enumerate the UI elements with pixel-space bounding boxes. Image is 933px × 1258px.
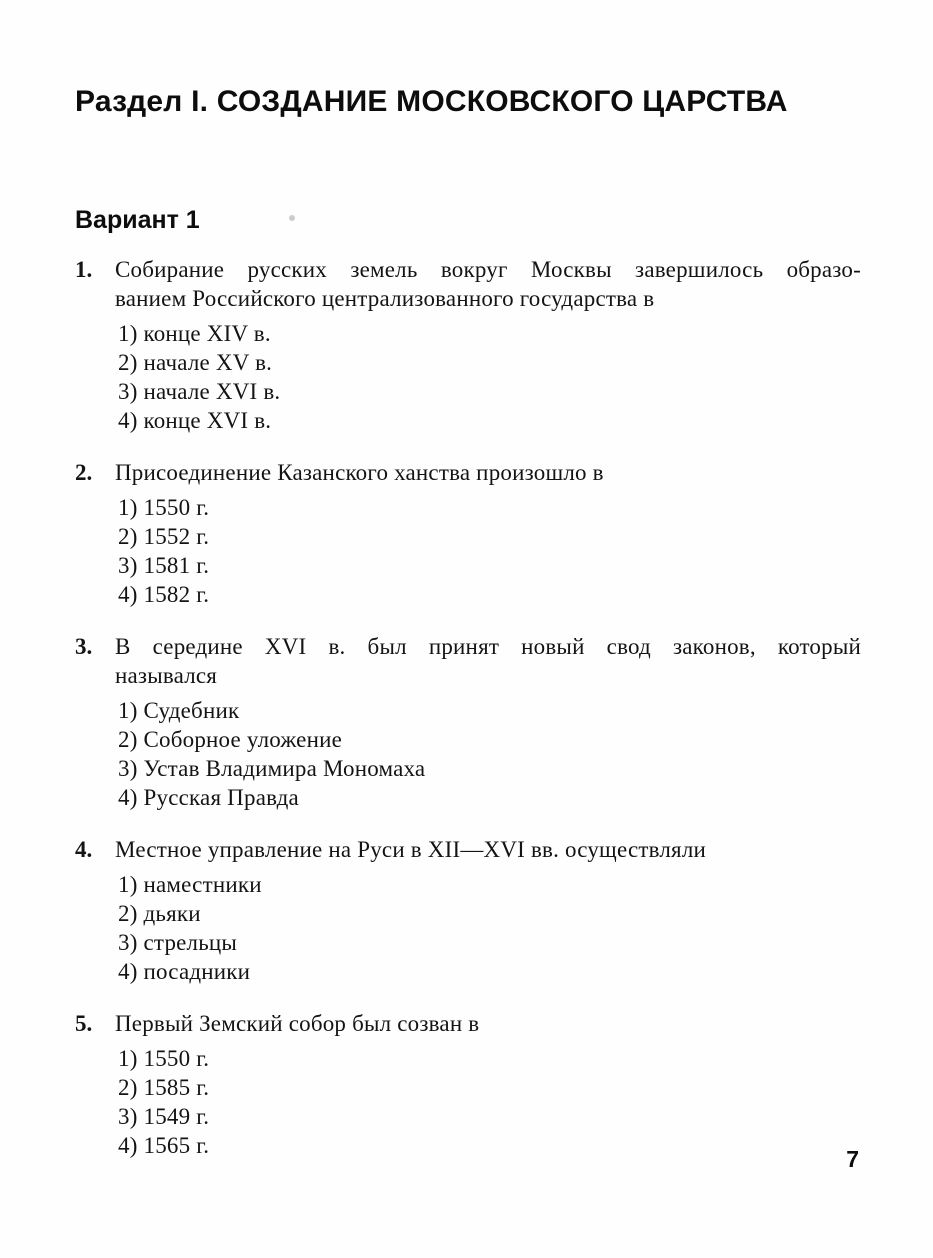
answer-option: 4) 1582 г. xyxy=(118,582,210,607)
answer-options xyxy=(115,493,861,609)
question-number: 2. xyxy=(75,460,93,485)
answer-option: 1) наместники xyxy=(118,872,262,897)
answer-option: 1) 1550 г. xyxy=(118,495,210,520)
question-text-line: Местное управление на Руси в XII—XVI вв. осуществляли xyxy=(115,837,707,862)
answer-option: 4) 1565 г. xyxy=(118,1133,210,1158)
variant-heading: Вариант 1 xyxy=(75,206,200,234)
question-body xyxy=(115,458,861,609)
answer-option: 3) 1581 г. xyxy=(118,553,210,578)
question-text xyxy=(115,255,861,313)
answer-option: 4) конце XVI в. xyxy=(118,408,272,433)
question-body xyxy=(115,632,861,812)
question-5 xyxy=(75,1009,861,1160)
question-body xyxy=(115,835,861,986)
question-text-line: Собирание русских земель вокруг Москвы завершилось образо- xyxy=(115,257,861,282)
question-text xyxy=(115,1009,861,1038)
question-text xyxy=(115,632,861,690)
section-heading: Раздел I. СОЗДАНИЕ МОСКОВСКОГО ЦАРСТВА xyxy=(75,85,788,118)
question-text-line: Первый Земский собор был созван в xyxy=(115,1011,480,1036)
answer-option: 3) Устав Владимира Мономаха xyxy=(118,756,426,781)
scan-artifact-dot xyxy=(289,215,295,221)
question-number: 5. xyxy=(75,1011,93,1036)
question-text xyxy=(115,835,861,864)
answer-option: 3) 1549 г. xyxy=(118,1104,210,1129)
question-body xyxy=(115,255,861,435)
question-3 xyxy=(75,632,861,812)
question-number: 1. xyxy=(75,257,93,282)
page-number: 7 xyxy=(846,1146,859,1172)
answer-option: 1) Судебник xyxy=(118,698,240,723)
question-text-line: назывался xyxy=(115,663,218,688)
question-text-line: ванием Российского централизованного государства в xyxy=(115,286,655,311)
question-1 xyxy=(75,255,861,435)
answer-option: 3) начале XVI в. xyxy=(118,379,281,404)
answer-option: 4) Русская Правда xyxy=(118,785,299,810)
answer-option: 1) 1550 г. xyxy=(118,1046,210,1071)
answer-option: 2) 1585 г. xyxy=(118,1075,210,1100)
question-number: 3. xyxy=(75,634,93,659)
answer-option: 2) начале XV в. xyxy=(118,350,273,375)
answer-options xyxy=(115,870,861,986)
question-4 xyxy=(75,835,861,986)
answer-option: 2) 1552 г. xyxy=(118,524,210,549)
answer-options xyxy=(115,319,861,435)
answer-option: 4) посадники xyxy=(118,959,251,984)
question-2 xyxy=(75,458,861,609)
answer-option: 2) Соборное уложение xyxy=(118,727,343,752)
answer-option: 3) стрельцы xyxy=(118,930,238,955)
question-body xyxy=(115,1009,861,1160)
answer-option: 2) дьяки xyxy=(118,901,201,926)
answer-option: 1) конце XIV в. xyxy=(118,321,271,346)
question-text-line: В середине XVI в. был принят новый свод законов, который xyxy=(115,634,861,659)
question-text-line: Присоединение Казанского ханства произошло в xyxy=(115,460,604,485)
question-number: 4. xyxy=(75,837,93,862)
question-list xyxy=(75,255,861,1160)
answer-options xyxy=(115,1044,861,1160)
question-text xyxy=(115,458,861,487)
answer-options xyxy=(115,696,861,812)
